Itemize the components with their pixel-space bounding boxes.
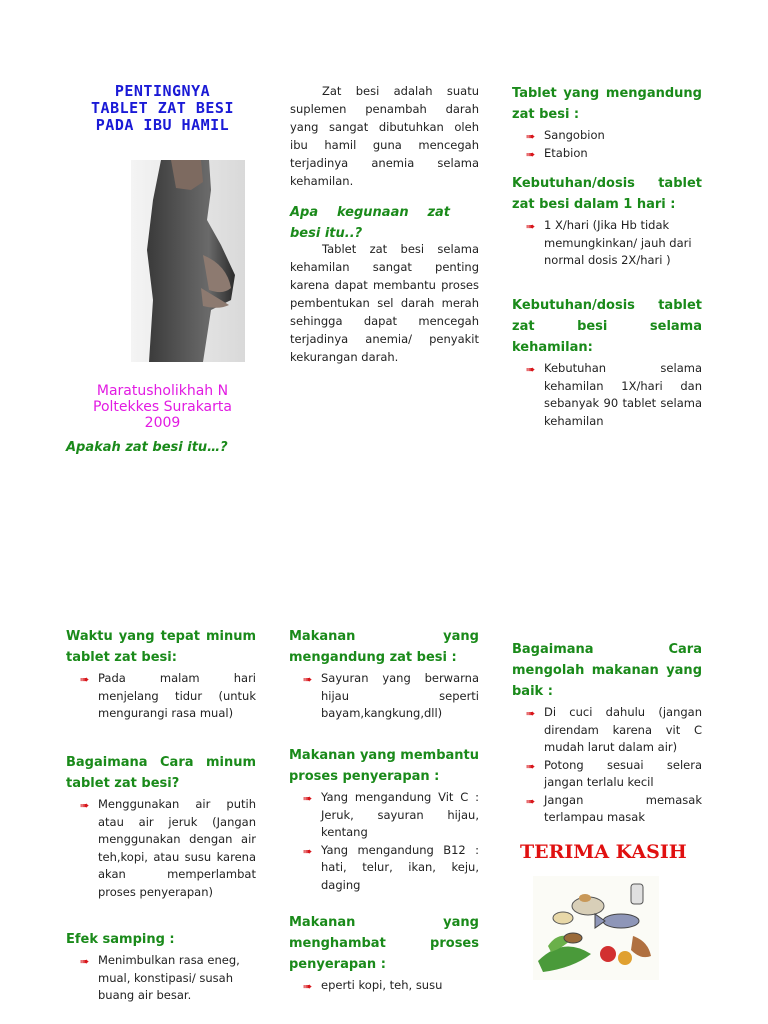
pregnancy-dose-section <box>512 295 702 430</box>
list-item: ➠ Etabion <box>512 145 702 163</box>
list-item: ➠ Yang mengandung B12 : hati, telur, ikan, keju, daging <box>303 842 479 892</box>
author-institution: Poltekkes Surakarta <box>93 399 232 415</box>
pregnant-silhouette-icon <box>131 160 245 362</box>
usage-heading: Apa kegunaan zat besi itu..? <box>290 205 450 241</box>
pregnancy-dose-heading: Kebutuhan/dosis tablet zat besi selama kehamilan: <box>512 298 702 355</box>
red-arrow-icon: ➠ <box>80 673 90 686</box>
red-arrow-icon: ➠ <box>526 147 536 161</box>
red-arrow-icon: ➠ <box>80 799 90 812</box>
absorption-block-list <box>289 977 479 995</box>
red-arrow-icon: ➠ <box>526 220 536 233</box>
cooking-section <box>512 639 702 827</box>
timing-list <box>66 670 256 723</box>
pregnancy-dose-list <box>512 360 702 430</box>
list-item: ➠ Sangobion <box>512 127 702 145</box>
list-item: ➠ Jangan memasak terlampau masak <box>526 792 702 824</box>
author-year: 2009 <box>144 415 181 431</box>
usage-paragraph: Tablet zat besi selama kehamilan sangat penting karena dapat membantu proses pembentukan sel darah merah sehingga dapat mencegah terjadinya anemia/ penyakit kekurangan darah. <box>290 242 479 364</box>
food-illustration <box>533 876 659 980</box>
red-arrow-icon: ➠ <box>526 363 536 376</box>
red-arrow-icon: ➠ <box>526 759 536 773</box>
iron-foods-section <box>289 626 479 723</box>
red-arrow-icon: ➠ <box>526 794 536 808</box>
how-to-take-section <box>66 752 256 901</box>
tablet-heading: Tablet yang mengandung zat besi : <box>512 86 702 122</box>
tablet-list <box>512 127 702 162</box>
absorption-help-heading: Makanan yang membantu proses penyerapan : <box>289 748 479 784</box>
daily-dose-section <box>512 173 702 270</box>
food-clipart-icon <box>533 876 659 980</box>
question-heading: Apakah zat besi itu…? <box>66 440 228 455</box>
title-line-2: TABLET ZAT BESI <box>91 99 234 117</box>
red-arrow-icon: ➠ <box>80 955 90 968</box>
list-item: ➠ eperti kopi, teh, susu <box>289 977 479 995</box>
pregnant-woman-photo <box>131 160 245 362</box>
how-to-take-list <box>66 796 256 901</box>
list-item: ➠ Potong sesuai selera jangan terlalu kecil <box>526 757 702 789</box>
red-arrow-icon: ➠ <box>303 673 313 686</box>
absorption-block-heading: Makanan yang menghambat proses penyerapan : <box>289 915 479 972</box>
daily-dose-heading: Kebutuhan/dosis tablet zat besi dalam 1 hari : <box>512 176 702 212</box>
author-name: Maratusholikhah N <box>96 383 229 399</box>
red-arrow-icon: ➠ <box>526 707 536 720</box>
absorption-help-list <box>289 789 479 894</box>
daily-dose-list <box>512 217 702 270</box>
intro-paragraph: Zat besi adalah suatu suplemen penambah darah yang sangat dibutuhkan oleh ibu hamil guna mencegah terjadinya anemia selama kehamilan. <box>290 84 479 188</box>
cooking-heading: Bagaimana Cara mengolah makanan yang baik : <box>512 642 702 699</box>
title-line-3: PADA IBU HAMIL <box>95 116 230 134</box>
author-info <box>60 383 265 431</box>
side-effects-heading: Efek samping : <box>66 932 175 947</box>
list-item: ➠ Yang mengandung Vit C : Jeruk, sayuran hijau, kentang <box>303 790 479 839</box>
timing-section <box>66 626 256 723</box>
red-arrow-icon: ➠ <box>303 844 313 858</box>
side-effects-list <box>66 952 256 1005</box>
list-item: ➠ Sayuran yang berwarna hijau seperti bayam,kangkung,dll) <box>303 671 479 720</box>
list-item: ➠ Kebutuhan selama kehamilan 1X/hari dan sebanyak 90 tablet selama kehamilan <box>526 361 702 428</box>
absorption-help-section <box>289 745 479 894</box>
cooking-list <box>512 704 702 827</box>
timing-heading: Waktu yang tepat minum tablet zat besi: <box>66 629 256 665</box>
red-arrow-icon: ➠ <box>303 792 313 805</box>
list-item: ➠ Menggunakan air putih atau air jeruk (Jangan menggunakan dengan air teh,kopi, atau susu karena akan memperlambat proses penyerapan) <box>80 797 256 899</box>
iron-foods-list <box>289 670 479 723</box>
tablet-section <box>512 83 702 162</box>
list-item: ➠ 1 X/hari (Jika Hb tidak memungkinkan/ jauh dari normal dosis 2X/hari ) <box>526 218 692 267</box>
brochure-title <box>60 83 265 134</box>
list-item: ➠ Di cuci dahulu (jangan direndam karena vit C mudah larut dalam air) <box>526 705 702 754</box>
title-line-1: PENTINGNYA <box>114 82 211 100</box>
how-to-take-heading: Bagaimana Cara minum tablet zat besi? <box>66 755 256 791</box>
side-effects-section <box>66 929 256 1005</box>
list-item: ➠ Pada malam hari menjelang tidur (untuk mengurangi rasa mual) <box>80 671 256 720</box>
red-arrow-icon: ➠ <box>303 980 313 993</box>
red-arrow-icon: ➠ <box>526 130 536 143</box>
list-item: ➠ Menimbulkan rasa eneg, mual, konstipasi/ susah buang air besar. <box>80 953 240 1002</box>
iron-foods-heading: Makanan yang mengandung zat besi : <box>289 629 479 665</box>
thanks-text: TERIMA KASIH <box>520 841 687 863</box>
absorption-block-section <box>289 912 479 995</box>
